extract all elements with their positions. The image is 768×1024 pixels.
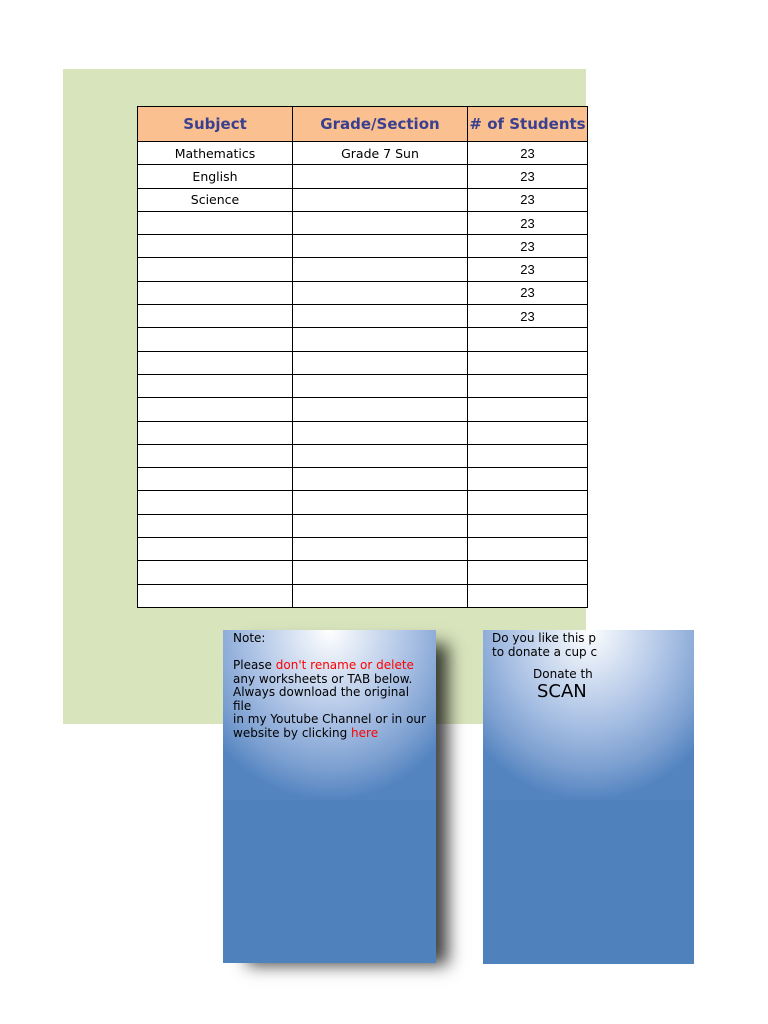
table-row bbox=[138, 351, 588, 374]
cell-subject[interactable] bbox=[138, 468, 293, 491]
note-line-4: in my Youtube Channel or in our bbox=[233, 712, 426, 726]
cell-subject[interactable] bbox=[138, 374, 293, 397]
cell-students[interactable] bbox=[468, 538, 588, 561]
cell-students[interactable] bbox=[468, 468, 588, 491]
cell-students[interactable] bbox=[468, 421, 588, 444]
donate-line-1: Do you like this p bbox=[492, 631, 596, 645]
note-line-2: any worksheets or TAB below. bbox=[233, 671, 413, 686]
cell-grade-section[interactable] bbox=[293, 305, 468, 328]
cell-students[interactable] bbox=[468, 351, 588, 374]
table-row bbox=[138, 165, 588, 188]
cell-students[interactable]: 23 bbox=[468, 165, 588, 188]
note-line-5 bbox=[233, 727, 429, 741]
cell-grade-section[interactable] bbox=[293, 258, 468, 281]
cell-subject[interactable] bbox=[138, 305, 293, 328]
note-text bbox=[233, 631, 429, 740]
table-row bbox=[138, 142, 588, 165]
note-line-3: Always download the original file bbox=[233, 685, 410, 713]
table-row bbox=[138, 561, 588, 584]
note-warning: don't rename or delete bbox=[275, 658, 414, 672]
cell-subject[interactable] bbox=[138, 235, 293, 258]
cell-grade-section[interactable] bbox=[293, 398, 468, 421]
table-row bbox=[138, 421, 588, 444]
table-row bbox=[138, 374, 588, 397]
cell-subject[interactable] bbox=[138, 398, 293, 421]
table-row bbox=[138, 491, 588, 514]
cell-grade-section[interactable] bbox=[293, 211, 468, 234]
table-row bbox=[138, 444, 588, 467]
cell-grade-section[interactable] bbox=[293, 561, 468, 584]
cell-grade-section[interactable] bbox=[293, 188, 468, 211]
cell-subject[interactable] bbox=[138, 538, 293, 561]
cell-grade-section[interactable] bbox=[293, 351, 468, 374]
cell-students[interactable] bbox=[468, 561, 588, 584]
cell-subject[interactable] bbox=[138, 328, 293, 351]
cell-grade-section[interactable] bbox=[293, 165, 468, 188]
cell-students[interactable]: 23 bbox=[468, 281, 588, 304]
table-row bbox=[138, 188, 588, 211]
note-line-5-prefix: website by clicking bbox=[233, 725, 352, 740]
table-row bbox=[138, 398, 588, 421]
cell-grade-section[interactable] bbox=[293, 584, 468, 607]
cell-students[interactable] bbox=[468, 491, 588, 514]
note-here-link[interactable]: here bbox=[351, 725, 379, 740]
cell-subject[interactable] bbox=[138, 351, 293, 374]
cell-grade-section[interactable] bbox=[293, 235, 468, 258]
cell-students[interactable]: 23 bbox=[468, 142, 588, 165]
cell-students[interactable]: 23 bbox=[468, 235, 588, 258]
cell-students[interactable] bbox=[468, 584, 588, 607]
cell-students[interactable] bbox=[468, 514, 588, 537]
note-title: Note: bbox=[233, 631, 266, 645]
cell-students[interactable]: 23 bbox=[468, 211, 588, 234]
cell-subject[interactable] bbox=[138, 421, 293, 444]
note-please: Please bbox=[233, 658, 276, 672]
cell-subject[interactable]: Mathematics bbox=[138, 142, 293, 165]
cell-students[interactable]: 23 bbox=[468, 188, 588, 211]
table-header-row bbox=[138, 107, 588, 142]
donate-text bbox=[492, 631, 598, 722]
cell-subject[interactable] bbox=[138, 258, 293, 281]
cell-grade-section[interactable] bbox=[293, 468, 468, 491]
cell-students[interactable] bbox=[468, 374, 588, 397]
cell-grade-section[interactable] bbox=[293, 538, 468, 561]
cell-subject[interactable] bbox=[138, 211, 293, 234]
header-students[interactable]: # of Students bbox=[468, 107, 588, 142]
table-row bbox=[138, 258, 588, 281]
table-body bbox=[138, 142, 588, 608]
header-subject[interactable]: Subject bbox=[138, 107, 293, 142]
table-row bbox=[138, 211, 588, 234]
cell-grade-section[interactable] bbox=[293, 514, 468, 537]
cell-students[interactable]: 23 bbox=[468, 258, 588, 281]
cell-students[interactable] bbox=[468, 398, 588, 421]
subjects-table bbox=[137, 106, 588, 608]
table-row bbox=[138, 281, 588, 304]
table-row bbox=[138, 468, 588, 491]
cell-grade-section[interactable] bbox=[293, 281, 468, 304]
header-grade-section[interactable]: Grade/Section bbox=[293, 107, 468, 142]
donate-line-2: to donate a cup c bbox=[492, 644, 598, 659]
cell-subject[interactable]: English bbox=[138, 165, 293, 188]
table-row bbox=[138, 514, 588, 537]
cell-grade-section[interactable] bbox=[293, 421, 468, 444]
donate-box[interactable] bbox=[483, 630, 694, 964]
cell-grade-section[interactable]: Grade 7 Sun bbox=[293, 142, 468, 165]
cell-subject[interactable] bbox=[138, 281, 293, 304]
cell-subject[interactable] bbox=[138, 584, 293, 607]
cell-students[interactable] bbox=[468, 328, 588, 351]
cell-grade-section[interactable] bbox=[293, 328, 468, 351]
cell-students[interactable]: 23 bbox=[468, 305, 588, 328]
cell-students[interactable] bbox=[468, 444, 588, 467]
cell-subject[interactable]: Science bbox=[138, 188, 293, 211]
cell-grade-section[interactable] bbox=[293, 444, 468, 467]
note-line-1 bbox=[233, 659, 429, 673]
table-row bbox=[138, 235, 588, 258]
cell-grade-section[interactable] bbox=[293, 491, 468, 514]
cell-grade-section[interactable] bbox=[293, 374, 468, 397]
cell-subject[interactable] bbox=[138, 514, 293, 537]
donate-label: Donate th bbox=[533, 667, 593, 681]
cell-subject[interactable] bbox=[138, 444, 293, 467]
table-row bbox=[138, 328, 588, 351]
cell-subject[interactable] bbox=[138, 561, 293, 584]
table-row bbox=[138, 584, 588, 607]
table-row bbox=[138, 538, 588, 561]
note-box[interactable] bbox=[223, 630, 436, 963]
table-row bbox=[138, 305, 588, 328]
cell-subject[interactable] bbox=[138, 491, 293, 514]
scan-label: SCAN bbox=[537, 680, 587, 702]
